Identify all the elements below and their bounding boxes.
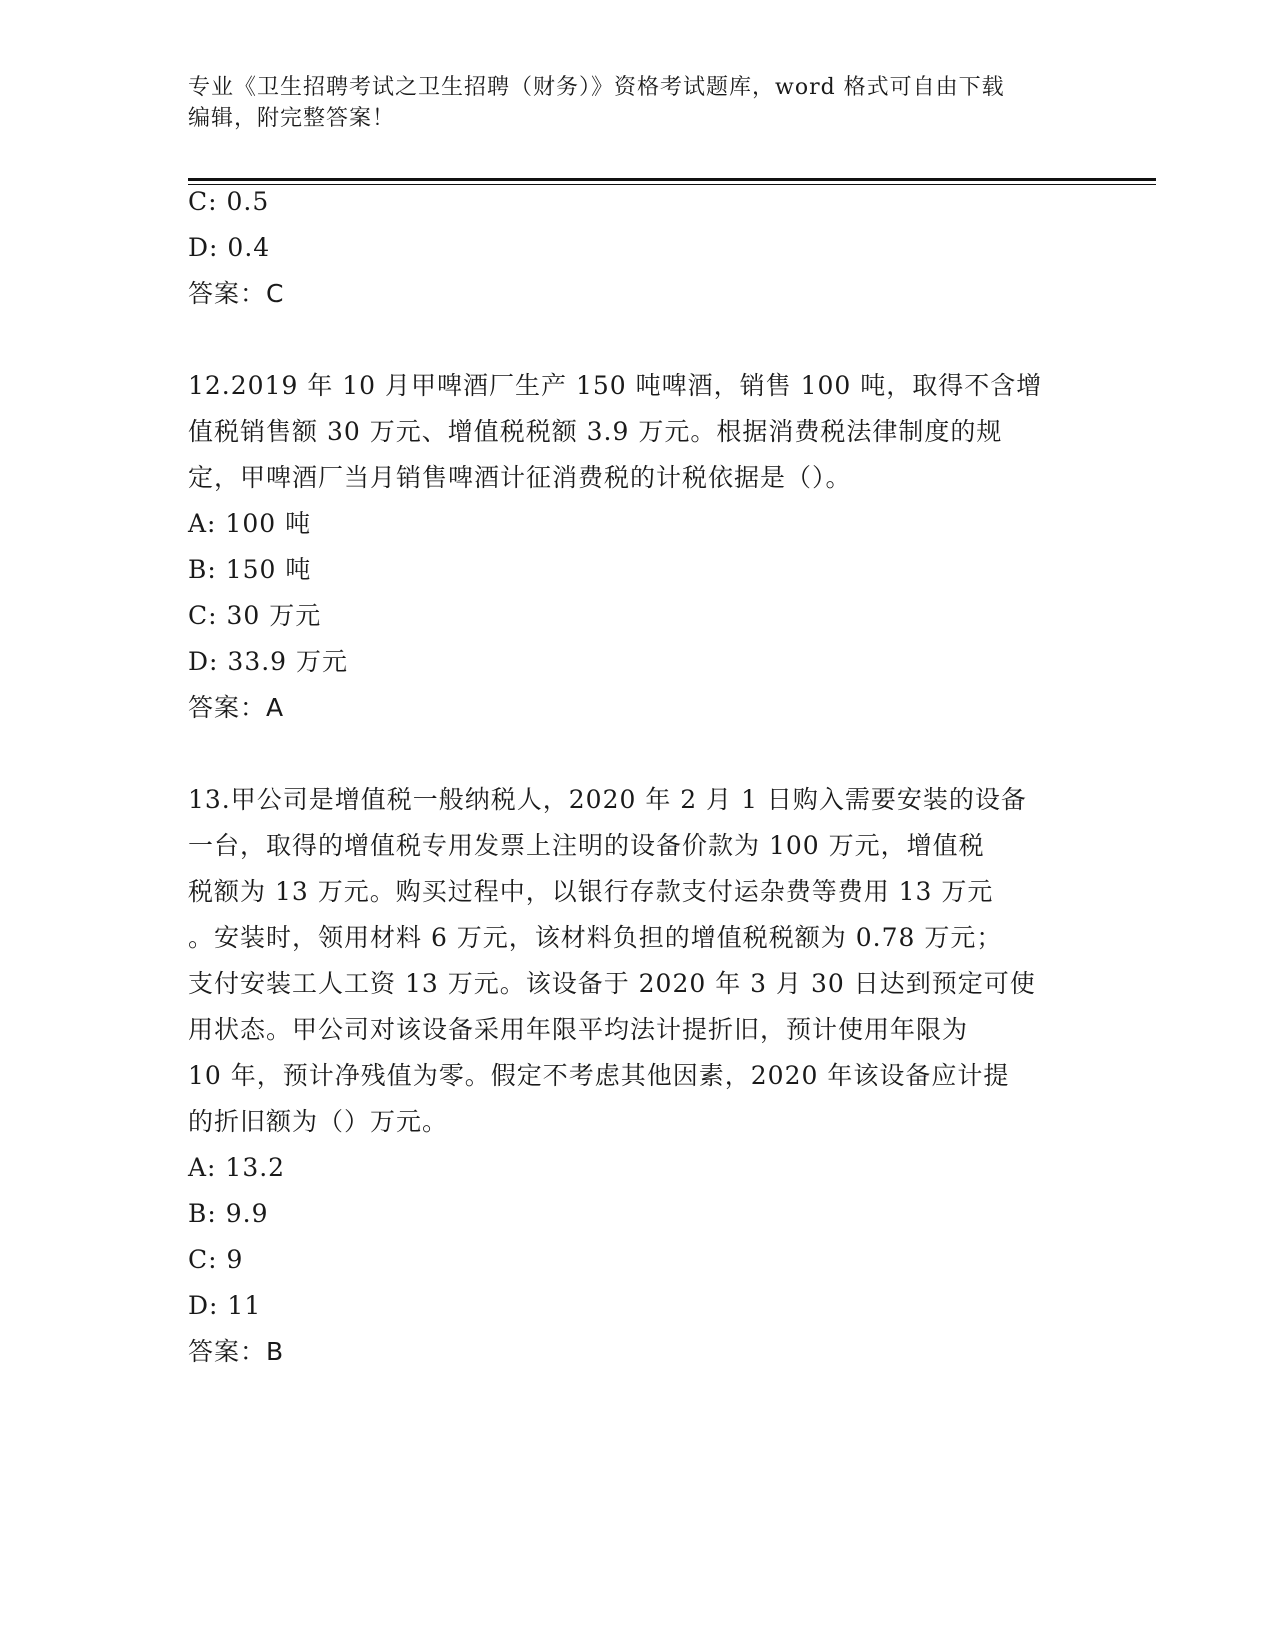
question-stem-line: 值税销售额 30 万元、增值税税额 3.9 万元。根据消费税法律制度的规 [188, 417, 1003, 446]
option-c: C: 30 万元 [188, 601, 322, 630]
question-content [188, 179, 1088, 1375]
option-d: D: 11 [188, 1291, 262, 1320]
option-c: C: 0.5 [188, 187, 270, 216]
option-b: B: 9.9 [188, 1199, 269, 1228]
question-stem-line: 定，甲啤酒厂当月销售啤酒计征消费税的计税依据是（）。 [188, 463, 852, 492]
question-stem-line: 12.2019 年 10 月甲啤酒厂生产 150 吨啤酒，销售 100 吨，取得不含增 [188, 371, 1043, 400]
option-d: D: 0.4 [188, 233, 271, 262]
answer-line: 答案：A [188, 693, 285, 722]
spacer [188, 317, 1088, 363]
option-a: A: 13.2 [188, 1153, 286, 1182]
option-a: A: 100 吨 [188, 509, 312, 538]
page-header [188, 72, 1088, 134]
spacer [188, 731, 1088, 777]
header-line-1: 专业《卫生招聘考试之卫生招聘（财务）》资格考试题库，word 格式可自由下载 [188, 75, 1005, 100]
prev-question [188, 179, 1088, 317]
question-stem-line: 用状态。甲公司对该设备采用年限平均法计提折旧，预计使用年限为 [188, 1015, 969, 1044]
option-c: C: 9 [188, 1245, 244, 1274]
question-stem-line: 支付安装工人工资 13 万元。该设备于 2020 年 3 月 30 日达到预定可使 [188, 969, 1036, 998]
question-stem-line: 13.甲公司是增值税一般纳税人，2020 年 2 月 1 日购入需要安装的设备 [188, 785, 1027, 814]
question-stem-line: 10 年，预计净残值为零。假定不考虑其他因素，2020 年该设备应计提 [188, 1061, 1010, 1090]
question-stem-line: 的折旧额为（）万元。 [188, 1107, 449, 1136]
question-stem-line: 。安装时，领用材料 6 万元，该材料负担的增值税税额为 0.78 万元； [188, 923, 1003, 952]
option-b: B: 150 吨 [188, 555, 312, 584]
option-d: D: 33.9 万元 [188, 647, 349, 676]
question-stem-line: 一台，取得的增值税专用发票上注明的设备价款为 100 万元，增值税 [188, 831, 985, 860]
header-line-2: 编辑，附完整答案！ [188, 106, 396, 131]
question-13 [188, 777, 1088, 1375]
question-12 [188, 363, 1088, 731]
question-stem-line: 税额为 13 万元。购买过程中，以银行存款支付运杂费等费用 13 万元 [188, 877, 994, 906]
answer-line: 答案：B [188, 1337, 285, 1366]
answer-line: 答案：C [188, 279, 285, 308]
